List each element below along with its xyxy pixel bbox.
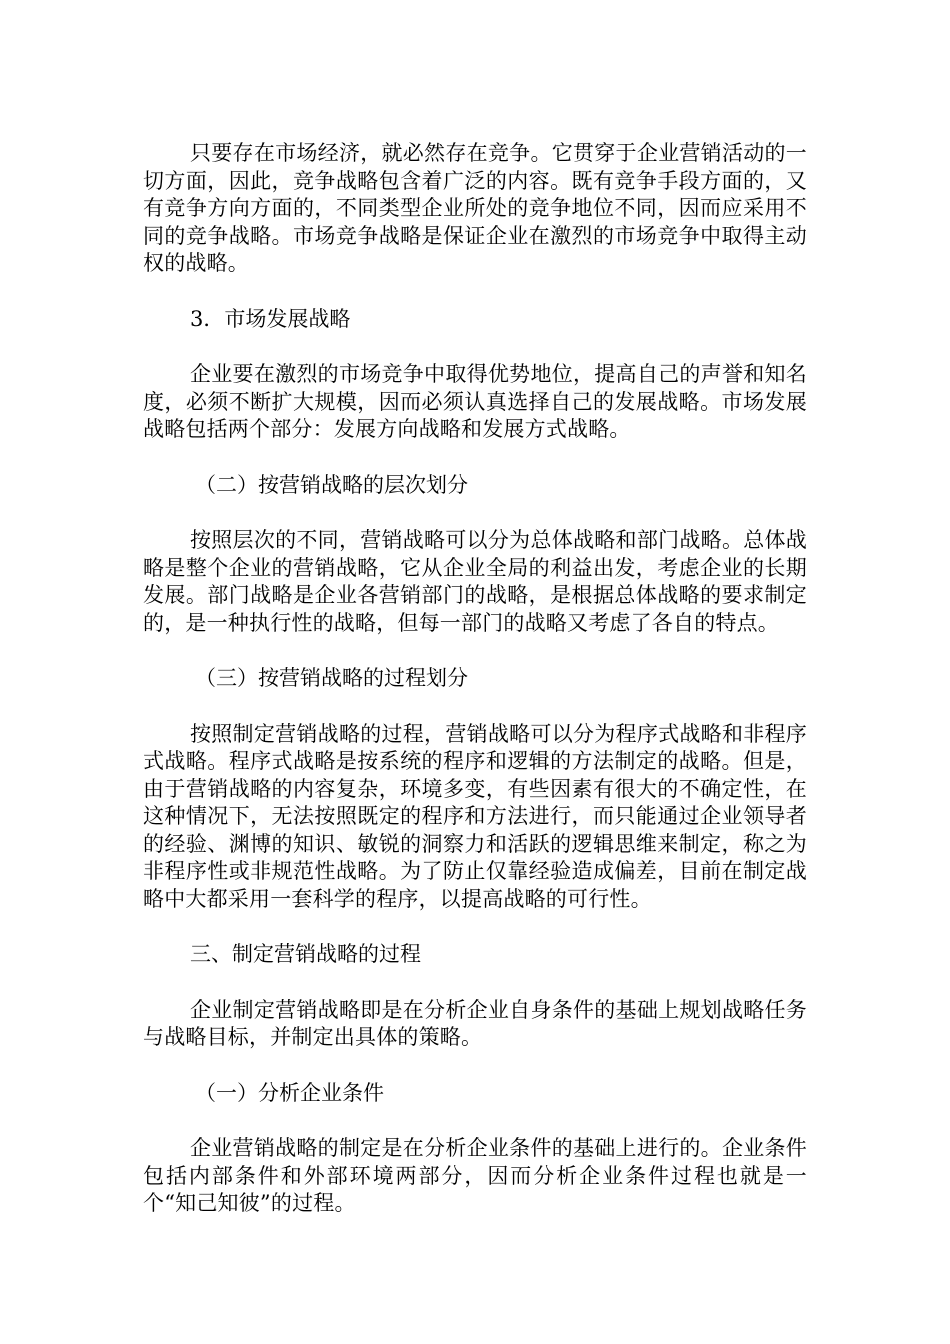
spacer: [143, 969, 807, 997]
paragraph-by-level: 按照层次的不同，营销战略可以分为总体战略和部门战略。总体战略是整个企业的营销战略，它从企业全局的利益出发，考虑企业的长期发展。部门战略是企业各营销部门的战略，是根据总体战略的要求制定的，是一种执行性的战略，但每一部门的战略又考虑了各自的特点。: [143, 528, 807, 635]
spacer: [143, 693, 807, 721]
paragraph-by-process: 按照制定营销战略的过程，营销战略可以分为程序式战略和非程序式战略。程序式战略是按系统的程序和逻辑的方法制定的战略。但是，由于营销战略的内容复杂，环境多变，有些因素有很大的不确定性，在这种情况下，无法按照既定的程序和方法进行，而只能通过企业领导者的经验、渊博的知识、敏锐的洞察力和活跃的逻辑思维来制定，称之为非程序性或非规范性战略。为了防止仅靠经验造成偏差，目前在制定战略中大都采用一套科学的程序，以提高战略的可行性。: [143, 721, 807, 911]
heading-by-level: （二）按营销战略的层次划分: [195, 472, 468, 497]
paragraph-strategy-process: 企业制定营销战略即是在分析企业自身条件的基础上规划战略任务与战略目标，并制定出具体的策略。: [143, 997, 807, 1049]
document-page: [143, 140, 807, 1218]
paragraph-market-development: 企业要在激烈的市场竞争中取得优势地位，提高自己的声誉和知名度，必须不断扩大规模，因而必须认真选择自己的发展战略。市场发展战略包括两个部分：发展方向战略和发展方式战略。: [143, 362, 807, 441]
spacer: [143, 1107, 807, 1135]
spacer: [143, 444, 807, 472]
spacer: [143, 278, 807, 306]
paragraph-analyze-conditions: 企业营销战略的制定是在分析企业条件的基础上进行的。企业条件包括内部条件和外部环境两部分，因而分析企业条件过程也就是一个“知己知彼”的过程。: [143, 1136, 807, 1215]
spacer: [143, 1052, 807, 1080]
heading-strategy-process: 三、制定营销战略的过程: [190, 942, 421, 966]
heading-by-process: （三）按营销战略的过程划分: [195, 666, 468, 690]
spacer: [143, 913, 807, 941]
spacer: [143, 637, 807, 665]
spacer: [143, 333, 807, 361]
paragraph-competition-strategy: 只要存在市场经济，就必然存在竞争。它贯穿于企业营销活动的一切方面，因此，竞争战略包含着广泛的内容。既有竞争手段方面的，又有竞争方向方面的，不同类型企业所处的竞争地位不同，因而应采用不同的竞争战略。市场竞争战略是保证企业在激烈的市场竞争中取得主动权的战略。: [143, 141, 807, 275]
spacer: [143, 499, 807, 527]
heading-analyze-conditions: （一）分析企业条件: [195, 1080, 384, 1105]
heading-market-development: 3．市场发展战略: [190, 306, 351, 331]
